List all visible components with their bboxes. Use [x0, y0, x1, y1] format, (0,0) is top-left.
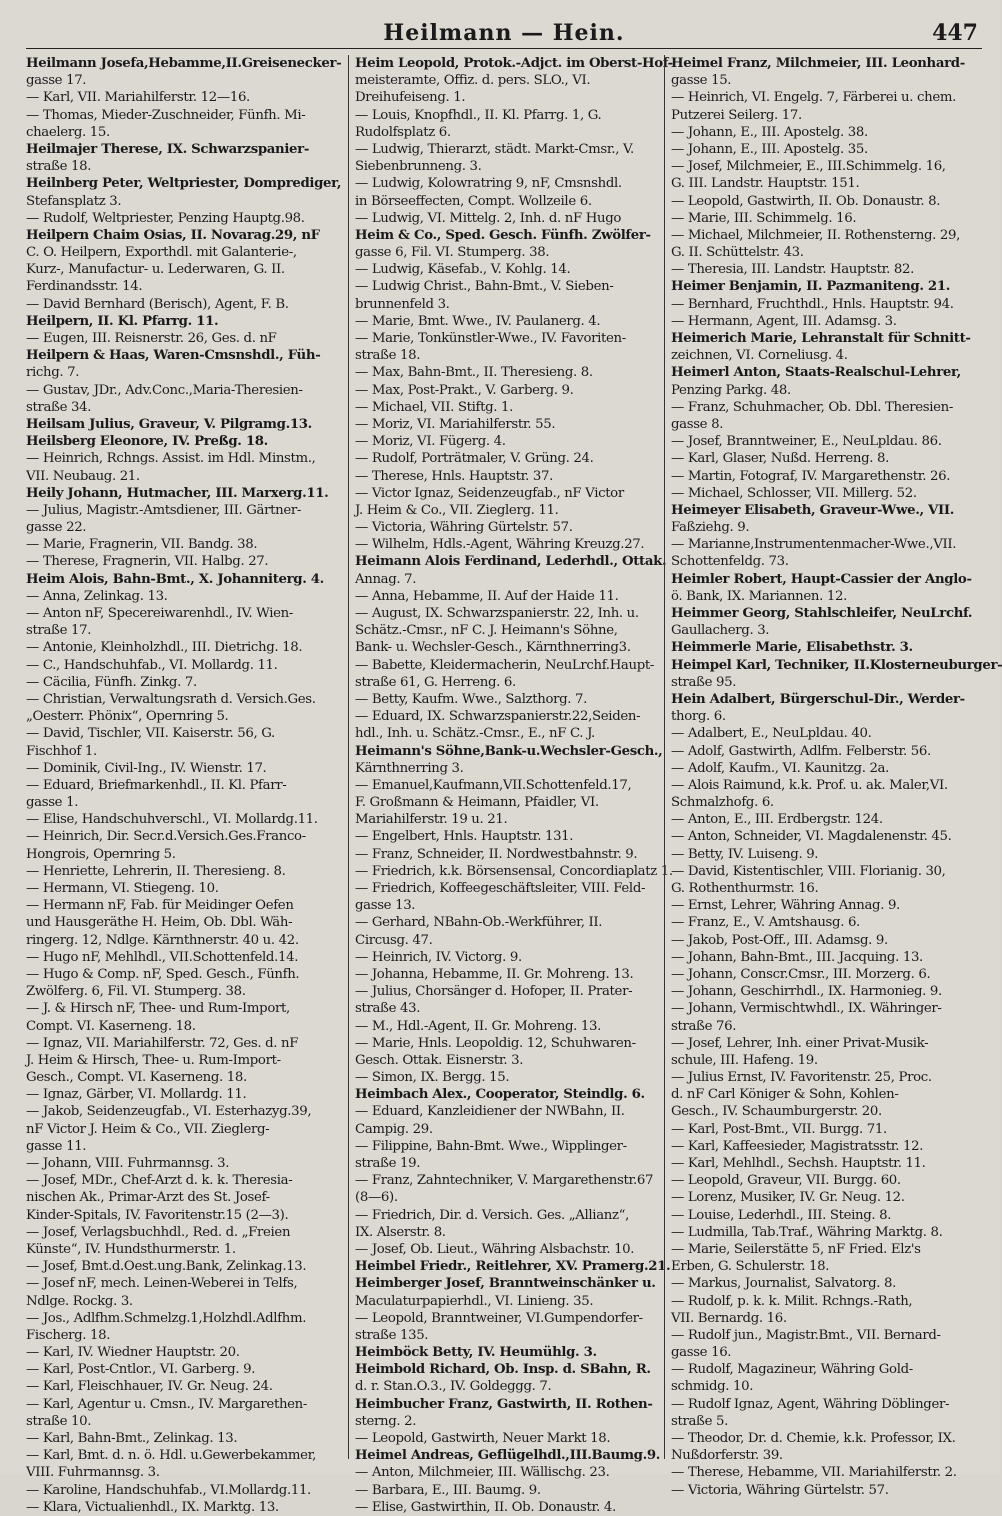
- column-1: [26, 55, 348, 1515]
- column-2: [348, 55, 673, 1515]
- entry-line: — Marie, Fragnerin, VII. Bandg. 38.: [26, 537, 258, 553]
- entry-line: Heimböck Betty, IV. Heumühlg. 3.: [355, 1345, 597, 1361]
- entry-line: brunnenfeld 3.: [355, 296, 450, 312]
- entry-line: J. Heim & Hirsch, Thee- u. Rum-Import-: [26, 1052, 281, 1068]
- entry-line: — Therese, Hnls. Hauptstr. 37.: [355, 468, 553, 484]
- entry-line: — Heinrich, Dir. Secr.d.Versich.Ges.Franco-: [26, 829, 306, 845]
- entry-line: — Anton, Milchmeier, III. Wällischg. 23.: [355, 1465, 610, 1481]
- entry-line: G. II. Schüttelstr. 43.: [671, 245, 804, 261]
- entry-line: — Martin, Fotograf, IV. Margarethenstr. 26.: [671, 468, 951, 484]
- entry-line: Heily Johann, Hutmacher, III. Marxerg.11.: [26, 485, 329, 501]
- entry-line: richg. 7.: [26, 365, 80, 381]
- entry-line: — Josef nF, mech. Leinen-Weberei in Telfs,: [26, 1276, 298, 1292]
- entry-line: straße 43.: [355, 1001, 421, 1017]
- entry-line: Rudolfsplatz 6.: [355, 124, 451, 140]
- entry-line: — Karl, Post-Bmt., VII. Burgg. 71.: [671, 1121, 887, 1137]
- entry-line: Heilpern & Haas, Waren-Cmsnshdl., Füh-: [26, 348, 321, 364]
- entry-line: gasse 1.: [26, 795, 79, 811]
- entry-line: — Lorenz, Musiker, IV. Gr. Neug. 12.: [671, 1190, 905, 1206]
- entry-line: Heim & Co., Sped. Gesch. Fünfh. Zwölfer-: [355, 227, 651, 243]
- entry-line: — J. & Hirsch nF, Thee- und Rum-Import,: [26, 1001, 290, 1017]
- entry-line: — Ludwig, Käsefab., V. Kohlg. 14.: [355, 262, 571, 278]
- entry-line: gasse 15.: [671, 73, 732, 89]
- entry-line: Faßziehg. 9.: [671, 520, 750, 536]
- entry-line: Siebenbrunneng. 3.: [355, 159, 482, 175]
- entry-line: — Karl, VII. Mariahilferstr. 12—16.: [26, 90, 250, 106]
- entry-line: „Oesterr. Phönix“, Opernring 5.: [26, 709, 229, 725]
- entry-line: — Rudolf Ignaz, Agent, Währing Döblinger-: [671, 1396, 950, 1412]
- entry-line: — Johann, Vermischtwhdl., IX. Währinger-: [671, 1001, 942, 1017]
- entry-line: meisteramte, Offiz. d. pers. SLO., VI.: [355, 73, 591, 89]
- entry-line: — Gustav, JDr., Adv.Conc.,Maria-Theresien-: [26, 382, 303, 398]
- entry-line: straße 61, G. Herreng. 6.: [355, 674, 516, 690]
- entry-line: straße 76.: [671, 1018, 737, 1034]
- entry-line: Putzerei Seilerg. 17.: [671, 107, 802, 123]
- entry-line: Künste“, IV. Hundsthurmerstr. 1.: [26, 1241, 236, 1257]
- entry-line: — Karl, Post-Cntlor., VI. Garberg. 9.: [26, 1362, 256, 1378]
- entry-line: — Gerhard, NBahn-Ob.-Werkführer, II.: [355, 915, 603, 931]
- entry-line: — Thomas, Mieder-Zuschneider, Fünfh. Mi-: [26, 107, 306, 123]
- entry-line: Kinder-Spitals, IV. Favoritenstr.15 (2—3).: [26, 1207, 289, 1223]
- entry-line: — Wilhelm, Hdls.-Agent, Währing Kreuzg.27.: [355, 537, 645, 553]
- entry-line: — Karl, Agentur u. Cmsn., IV. Margarethen-: [26, 1396, 308, 1412]
- running-title: Heilmann — Hein.: [383, 20, 625, 46]
- entry-line: Kurz-, Manufactur- u. Lederwaren, G. II.: [26, 262, 285, 278]
- entry-line: — David, Tischler, VII. Kaiserstr. 56, G.: [26, 726, 275, 742]
- entry-line: straße 17.: [26, 623, 92, 639]
- entry-line: VIII. Fuhrmannsg. 3.: [26, 1465, 160, 1481]
- entry-line: Maculaturpapierhdl., VI. Linieng. 35.: [355, 1293, 594, 1309]
- entry-line: — Karl, Glaser, Nußd. Herreng. 8.: [671, 451, 890, 467]
- entry-line: — Anton, E., III. Erdbergstr. 124.: [671, 812, 883, 828]
- entry-line: — Emanuel,Kaufmann,VII.Schottenfeld.17,: [355, 777, 632, 793]
- entry-line: — Leopold, Gastwirth, Neuer Markt 18.: [355, 1431, 611, 1446]
- entry-line: Penzing Parkg. 48.: [671, 382, 791, 398]
- entry-line: — Moriz, VI. Fügerg. 4.: [355, 434, 506, 450]
- entry-line: — Markus, Journalist, Salvatorg. 8.: [671, 1276, 897, 1292]
- entry-line: — Theodor, Dr. d. Chemie, k.k. Professor, IX.: [671, 1431, 956, 1446]
- entry-line: G. Rothenthurmstr. 16.: [671, 881, 819, 896]
- entry-line: — Leopold, Graveur, VII. Burgg. 60.: [671, 1173, 901, 1189]
- entry-line: straße 18.: [26, 159, 92, 175]
- entry-line: — Leopold, Branntweiner, VI.Gumpendorfer-: [355, 1310, 643, 1326]
- entry-line: Gesch. Ottak. Eisnerstr. 3.: [355, 1052, 524, 1068]
- entry-line: straße 5.: [671, 1413, 728, 1429]
- entry-line: — Ludwig, Kolowratring 9, nF, Cmsnshdl.: [355, 176, 622, 192]
- entry-line: — Therese, Fragnerin, VII. Halbg. 27.: [26, 554, 269, 570]
- entry-line: in Börseeffecten, Compt. Wollzeile 6.: [355, 193, 592, 209]
- entry-line: C. O. Heilpern, Exporthdl. mit Galanterie-,: [26, 245, 297, 261]
- entry-line: — Cäcilia, Fünfh. Zinkg. 7.: [26, 674, 197, 690]
- entry-line: gasse 22.: [26, 520, 87, 536]
- entry-line: straße 135.: [355, 1327, 429, 1343]
- entry-line: — Ludmilla, Tab.Traf., Währing Marktg. 8.: [671, 1224, 943, 1240]
- entry-line: d. nF Carl Königer & Sohn, Kohlen-: [671, 1087, 899, 1103]
- entry-line: — Franz, Zahntechniker, V. Margarethenstr.67: [355, 1173, 654, 1189]
- entry-line: Bank- u. Wechsler-Gesch., Kärnthnerring3.: [355, 640, 631, 656]
- entry-line: — Adolf, Kaufm., VI. Kaunitzg. 2a.: [671, 760, 890, 776]
- entry-line: Heim Alois, Bahn-Bmt., X. Johanniterg. 4.: [26, 571, 324, 587]
- entry-line: — Karl, Fleischhauer, IV. Gr. Neug. 24.: [26, 1379, 273, 1395]
- entry-line: IX. Alserstr. 8.: [355, 1224, 446, 1240]
- entry-line: Heimerl Anton, Staats-Realschul-Lehrer,: [671, 365, 961, 381]
- entry-line: gasse 8.: [671, 416, 724, 432]
- entry-line: straße 34.: [26, 399, 92, 415]
- entry-line: straße 18.: [355, 348, 421, 364]
- entry-line: Ndlge. Rockg. 3.: [26, 1293, 133, 1309]
- entry-line: — Eduard, Briefmarkenhdl., II. Kl. Pfarr-: [26, 777, 287, 793]
- entry-line: — Max, Bahn-Bmt., II. Theresieng. 8.: [355, 365, 593, 381]
- entry-line: — Michael, Schlosser, VII. Millerg. 52.: [671, 485, 917, 501]
- entry-line: — Christian, Verwaltungsrath d. Versich.Ges.: [26, 691, 316, 707]
- entry-line: — Hermann, VI. Stiegeng. 10.: [26, 881, 219, 896]
- entry-line: Erben, G. Schulerstr. 18.: [671, 1259, 830, 1275]
- entry-line: — Victor Ignaz, Seidenzeugfab., nF Victor: [355, 485, 624, 501]
- entry-line: — Eduard, Kanzleidiener der NWBahn, II.: [355, 1104, 625, 1120]
- entry-line: — Josef, Branntweiner, E., NeuLpldau. 86.: [671, 434, 942, 450]
- entry-line: — Therese, Hebamme, VII. Mariahilferstr. 2.: [671, 1465, 957, 1481]
- entry-line: Heimberger Josef, Branntweinschänker u.: [355, 1276, 656, 1292]
- entry-line: — Ludwig, Thierarzt, städt. Markt-Cmsr., V.: [355, 141, 634, 157]
- entry-line: — Karl, Bahn-Bmt., Zelinkag. 13.: [26, 1431, 238, 1446]
- entry-line: Dreihufeiseng. 1.: [355, 90, 466, 106]
- entry-line: Heimeyer Elisabeth, Graveur-Wwe., VII.: [671, 502, 955, 518]
- entry-line: — Jakob, Seidenzeugfab., VI. Esterhazyg.39,: [26, 1104, 312, 1120]
- entry-line: zeichnen, VI. Corneliusg. 4.: [671, 348, 848, 364]
- entry-line: — August, IX. Schwarzspanierstr. 22, Inh. u.: [355, 606, 639, 621]
- entry-line: — Rudolf, Magazineur, Währing Gold-: [671, 1362, 913, 1378]
- entry-line: ringerg. 12, Ndlge. Kärnthnerstr. 40 u. 42.: [26, 932, 299, 948]
- entry-line: — Henriette, Lehrerin, II. Theresieng. 8.: [26, 863, 286, 879]
- entry-line: VII. Neubaug. 21.: [26, 468, 140, 484]
- entry-line: — Hugo nF, Mehlhdl., VII.Schottenfeld.14.: [26, 949, 299, 965]
- entry-line: gasse 6, Fil. VI. Stumperg. 38.: [355, 245, 550, 261]
- entry-line: Gesch., IV. Schaumburgerstr. 20.: [671, 1104, 882, 1120]
- entry-line: — Adalbert, E., NeuLpldau. 40.: [671, 726, 872, 742]
- entry-line: Heimer Benjamin, II. Pazmaniteng. 21.: [671, 279, 950, 295]
- entry-line: Kärnthnerring 3.: [355, 760, 464, 776]
- entry-line: Heimann Alois Ferdinand, Lederhdl., Ottak.: [355, 554, 667, 570]
- entry-line: Gesch., Compt. VI. Kaserneng. 18.: [26, 1070, 247, 1086]
- entry-line: — Josef, Bmt.d.Oest.ung.Bank, Zelinkag.13.: [26, 1259, 307, 1275]
- entry-line: — Rudolf, Weltpriester, Penzing Hauptg.98.: [26, 210, 305, 226]
- entry-line: — Elise, Handschuhverschl., VI. Mollardg.11.: [26, 812, 318, 828]
- entry-line: — Rudolf, Porträtmaler, V. Grüng. 24.: [355, 451, 594, 467]
- entry-line: Schmalzhofg. 6.: [671, 795, 774, 811]
- entry-line: — Johann, E., III. Apostelg. 38.: [671, 124, 868, 140]
- entry-line: — C., Handschuhfab., VI. Mollardg. 11.: [26, 657, 278, 673]
- entry-line: — Anna, Zelinkag. 13.: [26, 588, 168, 604]
- entry-line: Fischhof 1.: [26, 743, 97, 759]
- entry-line: — Heinrich, IV. Victorg. 9.: [355, 949, 522, 965]
- entry-line: F. Großmann & Heimann, Pfaidler, VI.: [355, 795, 599, 811]
- entry-line: und Hausgeräthe H. Heim, Ob. Dbl. Wäh-: [26, 915, 293, 931]
- entry-line: — David, Kistentischler, VIII. Florianig. 30,: [671, 863, 946, 879]
- entry-line: straße 95.: [671, 674, 737, 690]
- entry-line: G. III. Landstr. Hauptstr. 151.: [671, 176, 860, 192]
- entry-line: Stefansplatz 3.: [26, 193, 122, 209]
- entry-line: — Victoria, Währing Gürtelstr. 57.: [671, 1482, 889, 1498]
- entry-line: — Ernst, Lehrer, Währing Annag. 9.: [671, 898, 900, 914]
- entry-line: Heilmajer Therese, IX. Schwarzspanier-: [26, 141, 309, 157]
- entry-line: — Marie, III. Schimmelg. 16.: [671, 210, 857, 226]
- entry-line: Heimerich Marie, Lehranstalt für Schnitt-: [671, 331, 971, 346]
- entry-line: — Karl, Mehlhdl., Sechsh. Hauptstr. 11.: [671, 1156, 926, 1171]
- entry-line: — Josef, Lehrer, Inh. einer Privat-Musik-: [671, 1035, 929, 1051]
- entry-line: nF Victor J. Heim & Co., VII. Zieglerg-: [26, 1121, 270, 1137]
- entry-line: — Friedrich, k.k. Börsensensal, Concordiaplatz 1.: [355, 863, 673, 879]
- entry-line: thorg. 6.: [671, 709, 726, 725]
- entry-line: Mariahilferstr. 19 u. 21.: [355, 812, 508, 828]
- entry-line: Heimmer Georg, Stahlschleifer, NeuLrchf.: [671, 606, 973, 621]
- entry-line: — Elise, Gastwirthin, II. Ob. Donaustr. 4.: [355, 1499, 616, 1515]
- entry-line: — Marie, Hnls. Leopoldig. 12, Schuhwaren-: [355, 1035, 636, 1051]
- entry-line: Heimel Andreas, Geflügelhdl.,III.Baumg.9.: [355, 1448, 661, 1464]
- entry-line: — Betty, Kaufm. Wwe., Salzthorg. 7.: [355, 691, 588, 707]
- entry-line: Heimler Robert, Haupt-Cassier der Anglo-: [671, 571, 972, 587]
- entry-line: — Karoline, Handschuhfab., VI.Mollardg.11.: [26, 1482, 311, 1498]
- entry-line: — Bernhard, Fruchthdl., Hnls. Hauptstr. 94.: [671, 296, 954, 312]
- entry-line: — Eugen, III. Reisnerstr. 26, Ges. d. nF: [26, 331, 277, 346]
- entry-line: — Johann, Bahn-Bmt., III. Jacquing. 13.: [671, 949, 923, 965]
- entry-line: — Julius, Magistr.-Amtsdiener, III. Gärtner-: [26, 502, 301, 518]
- entry-line: — Ludwig, VI. Mittelg. 2, Inh. d. nF Hugo: [355, 210, 622, 226]
- entry-line: — Franz, Schneider, II. Nordwestbahnstr. 9.: [355, 846, 638, 862]
- entry-line: — Franz, E., V. Amtshausg. 6.: [671, 915, 860, 931]
- entry-line: Annag. 7.: [355, 571, 417, 587]
- page-number: 447: [932, 20, 978, 46]
- entry-line: — Rudolf jun., Magistr.Bmt., VII. Bernard-: [671, 1327, 941, 1343]
- entry-line: — Josef, Verlagsbuchhdl., Red. d. „Freien: [26, 1224, 291, 1240]
- entry-line: Ferdinandsstr. 14.: [26, 279, 143, 295]
- entry-line: gasse 17.: [26, 73, 87, 89]
- entry-line: — Julius Ernst, IV. Favoritenstr. 25, Proc.: [671, 1070, 932, 1086]
- entry-line: — Babette, Kleidermacherin, NeuLrchf.Haupt-: [355, 657, 655, 673]
- entry-line: Heilsberg Eleonore, IV. Preßg. 18.: [26, 434, 268, 450]
- entry-line: gasse 16.: [671, 1345, 732, 1361]
- entry-line: Heimel Franz, Milchmeier, III. Leonhard-: [671, 56, 965, 71]
- entry-line: — Johann, Geschirrhdl., IX. Harmonieg. 9.: [671, 984, 942, 1000]
- entry-line: — Adolf, Gastwirth, Adlfm. Felberstr. 56.: [671, 743, 931, 759]
- entry-line: — Marianne,Instrumentenmacher-Wwe.,VII.: [671, 537, 957, 553]
- entry-line: — Moriz, VI. Mariahilferstr. 55.: [355, 416, 556, 432]
- entry-line: — David Bernhard (Berisch), Agent, F. B.: [26, 296, 289, 312]
- entry-line: Heilsam Julius, Graveur, V. Pilgramg.13.: [26, 416, 312, 432]
- entry-line: — Josef, Ob. Lieut., Währing Alsbachstr. 10.: [355, 1241, 635, 1257]
- entry-line: Hein Adalbert, Bürgerschul-Dir., Werder-: [671, 691, 965, 707]
- entry-line: — Ludwig Christ., Bahn-Bmt., V. Sieben-: [355, 279, 614, 295]
- entry-line: — Marie, Tonkünstler-Wwe., IV. Favoriten-: [355, 331, 626, 346]
- entry-line: Heilpern, II. Kl. Pfarrg. 11.: [26, 313, 219, 329]
- entry-line: — Simon, IX. Bergg. 15.: [355, 1070, 510, 1086]
- entry-line: — Anton nF, Specereiwarenhdl., IV. Wien-: [26, 606, 293, 621]
- entry-line: — Michael, Milchmeier, II. Rothensterng. 29,: [671, 227, 960, 243]
- entry-line: straße 10.: [26, 1413, 92, 1429]
- entry-line: — Franz, Schuhmacher, Ob. Dbl. Theresien-: [671, 399, 953, 415]
- entry-line: J. Heim & Co., VII. Zieglerg. 11.: [355, 502, 559, 518]
- entry-line: VII. Bernardg. 16.: [671, 1310, 787, 1326]
- entry-line: — Leopold, Gastwirth, II. Ob. Donaustr. 8.: [671, 193, 941, 209]
- entry-line: — Friedrich, Koffeegeschäftsleiter, VIII. Feld-: [355, 881, 646, 896]
- entry-line: — Rudolf, p. k. k. Milit. Rchngs.-Rath,: [671, 1293, 913, 1309]
- entry-line: Heim Leopold, Protok.-Adjct. im Oberst-Hof-: [355, 56, 673, 71]
- entry-line: — Heinrich, Rchngs. Assist. im Hdl. Minstm.,: [26, 451, 316, 467]
- entry-line: Compt. VI. Kaserneng. 18.: [26, 1018, 196, 1034]
- entry-line: Heilmann Josefa,Hebamme,II.Greisenecker-: [26, 56, 342, 71]
- column-3: [664, 55, 1002, 1498]
- entry-line: — Karl, Kaffeesieder, Magistratsstr. 12.: [671, 1138, 924, 1154]
- entry-line: — Louis, Knopfhdl., II. Kl. Pfarrg. 1, G.: [355, 107, 602, 123]
- entry-line: straße 19.: [355, 1156, 421, 1171]
- entry-line: Heimbach Alex., Cooperator, Steindlg. 6.: [355, 1087, 645, 1103]
- entry-line: — Max, Post-Prakt., V. Garberg. 9.: [355, 382, 574, 398]
- entry-line: — Jakob, Post-Off., III. Adamsg. 9.: [671, 932, 888, 948]
- entry-line: — Anton, Schneider, VI. Magdalenenstr. 45.: [671, 829, 952, 845]
- entry-line: — Karl, Bmt. d. n. ö. Hdl. u.Gewerbekammer,: [26, 1448, 317, 1464]
- entry-line: Heimbold Richard, Ob. Insp. d. SBahn, R.: [355, 1362, 651, 1378]
- entry-line: — Anna, Hebamme, II. Auf der Haide 11.: [355, 588, 619, 604]
- entry-line: Schottenfeldg. 73.: [671, 554, 789, 570]
- entry-line: gasse 13.: [355, 898, 416, 914]
- entry-line: nischen Ak., Primar-Arzt des St. Josef-: [26, 1190, 270, 1206]
- entry-line: — M., Hdl.-Agent, II. Gr. Mohreng. 13.: [355, 1018, 601, 1034]
- entry-line: hdl., Inh. u. Schätz.-Cmsr., E., nF C. J.: [355, 726, 595, 742]
- page-header: [26, 14, 982, 49]
- entry-line: — Theresia, III. Landstr. Hauptstr. 82.: [671, 262, 915, 278]
- entry-line: Hongrois, Opernring 5.: [26, 846, 176, 862]
- entry-line: — Heinrich, VI. Engelg. 7, Färberei u. chem.: [671, 90, 956, 106]
- entry-line: — Hermann, Agent, III. Adamsg. 3.: [671, 313, 897, 329]
- entry-line: — Hermann nF, Fab. für Meidinger Oefen: [26, 898, 294, 914]
- entry-line: — Betty, IV. Luiseng. 9.: [671, 846, 819, 862]
- entry-line: sterng. 2.: [355, 1413, 417, 1429]
- entry-line: (8—6).: [355, 1190, 398, 1206]
- entry-line: — Klara, Victualienhdl., IX. Marktg. 13.: [26, 1499, 279, 1515]
- entry-line: Heimbucher Franz, Gastwirth, II. Rothen-: [355, 1396, 653, 1412]
- entry-line: — Michael, VII. Stiftg. 1.: [355, 399, 513, 415]
- entry-line: — Louise, Lederhdl., III. Steing. 8.: [671, 1207, 892, 1223]
- entry-line: Heilpern Chaim Osias, II. Novarag.29, nF: [26, 227, 320, 243]
- entry-line: — Johann, E., III. Apostelg. 35.: [671, 141, 868, 157]
- text-columns: [26, 55, 1002, 1515]
- entry-line: — Eduard, IX. Schwarzspanierstr.22,Seiden-: [355, 709, 641, 725]
- entry-line: Heimbel Friedr., Reitlehrer, XV. Pramerg.21.: [355, 1259, 671, 1275]
- entry-line: — Julius, Chorsänger d. Hofoper, II. Prater-: [355, 984, 633, 1000]
- entry-line: Fischerg. 18.: [26, 1327, 111, 1343]
- entry-line: Campig. 29.: [355, 1121, 433, 1137]
- entry-line: d. r. Stan.O.3., IV. Goldeggg. 7.: [355, 1379, 552, 1395]
- entry-line: Nußdorferstr. 39.: [671, 1448, 783, 1464]
- entry-line: chaelerg. 15.: [26, 124, 110, 140]
- entry-line: Heilnberg Peter, Weltpriester, Domprediger,: [26, 176, 342, 192]
- entry-line: — Ignaz, VII. Mariahilferstr. 72, Ges. d. nF: [26, 1035, 299, 1051]
- entry-line: — Johann, Conscr.Cmsr., III. Morzerg. 6.: [671, 966, 931, 982]
- entry-line: — Marie, Bmt. Wwe., IV. Paulanerg. 4.: [355, 313, 601, 329]
- entry-line: — Engelbert, Hnls. Hauptstr. 131.: [355, 829, 574, 845]
- entry-line: Heimann's Söhne,Bank-u.Wechsler-Gesch.,: [355, 743, 663, 759]
- entry-line: — Friedrich, Dir. d. Versich. Ges. „Allianz“,: [355, 1207, 629, 1223]
- entry-line: — Victoria, Währing Gürtelstr. 57.: [355, 520, 573, 536]
- entry-line: — Hugo & Comp. nF, Sped. Gesch., Fünfh.: [26, 966, 300, 982]
- entry-line: schmidg. 10.: [671, 1379, 754, 1395]
- entry-line: — Barbara, E., III. Baumg. 9.: [355, 1482, 541, 1498]
- entry-line: — Alois Raimund, k.k. Prof. u. ak. Maler,VI.: [671, 777, 948, 793]
- entry-line: ö. Bank, IX. Mariannen. 12.: [671, 588, 847, 604]
- entry-line: — Antonie, Kleinholzhdl., III. Dietrichg. 18.: [26, 640, 303, 656]
- entry-line: gasse 11.: [26, 1138, 87, 1154]
- entry-line: — Josef, Milchmeier, E., III.Schimmelg. 16,: [671, 159, 946, 175]
- entry-line: — Josef, MDr., Chef-Arzt d. k. k. Theresia-: [26, 1173, 293, 1189]
- entry-line: Gaullacherg. 3.: [671, 623, 770, 639]
- entry-line: — Ignaz, Gärber, VI. Mollardg. 11.: [26, 1087, 247, 1103]
- entry-line: Heimpel Karl, Techniker, II.Klosterneuburger-: [671, 657, 1002, 673]
- entry-line: Zwölferg. 6, Fil. VI. Stumperg. 38.: [26, 984, 246, 1000]
- entry-line: — Marie, Seilerstätte 5, nF Fried. Elz's: [671, 1241, 921, 1257]
- entry-line: — Johanna, Hebamme, II. Gr. Mohreng. 13.: [355, 966, 634, 982]
- entry-line: — Jos., Adlfhm.Schmelzg.1,Holzhdl.Adlfhm.: [26, 1310, 307, 1326]
- entry-line: schule, III. Hafeng. 19.: [671, 1052, 818, 1068]
- entry-line: Heimmerle Marie, Elisabethstr. 3.: [671, 640, 913, 656]
- entry-line: — Karl, IV. Wiedner Hauptstr. 20.: [26, 1345, 240, 1361]
- entry-line: — Filippine, Bahn-Bmt. Wwe., Wipplinger-: [355, 1138, 627, 1154]
- entry-line: — Johann, VIII. Fuhrmannsg. 3.: [26, 1156, 230, 1171]
- entry-line: Schätz.-Cmsr., nF C. J. Heimann's Söhne,: [355, 623, 618, 639]
- entry-line: — Dominik, Civil-Ing., IV. Wienstr. 17.: [26, 760, 267, 776]
- entry-line: Circusg. 47.: [355, 932, 433, 948]
